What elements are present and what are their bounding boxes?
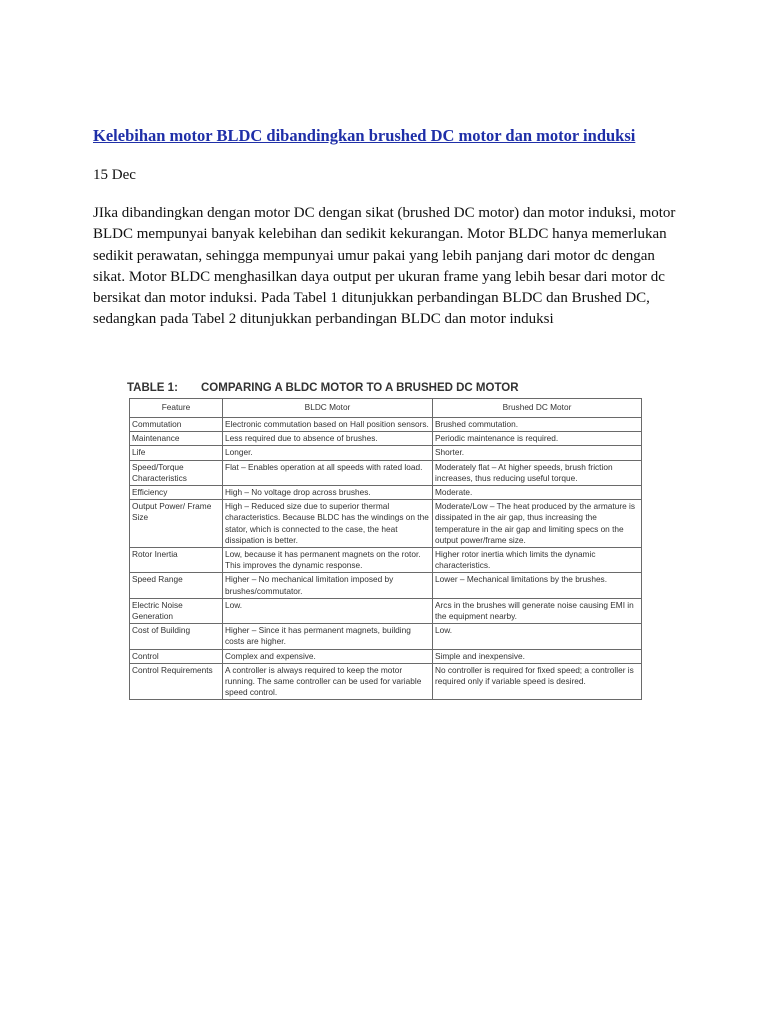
feature-cell: Speed Range: [130, 573, 223, 598]
header-bldc-motor: BLDC Motor: [223, 399, 433, 418]
feature-cell: Maintenance: [130, 432, 223, 446]
table-row: [130, 486, 642, 500]
bldc-cell: Flat – Enables operation at all speeds with rated load.: [223, 460, 433, 485]
header-feature: Feature: [130, 399, 223, 418]
brushed-cell: No controller is required for fixed speed; a controller is required only if variable speed is desired.: [433, 663, 642, 700]
table-row: [130, 624, 642, 649]
brushed-cell: Low.: [433, 624, 642, 649]
table-row: [130, 649, 642, 663]
bldc-cell: Low.: [223, 598, 433, 623]
bldc-cell: Higher – Since it has permanent magnets, building costs are higher.: [223, 624, 433, 649]
feature-cell: Control Requirements: [130, 663, 223, 700]
bldc-cell: Low, because it has permanent magnets on the rotor. This improves the dynamic response.: [223, 548, 433, 573]
feature-cell: Cost of Building: [130, 624, 223, 649]
table-row: [130, 418, 642, 432]
feature-cell: Commutation: [130, 418, 223, 432]
brushed-cell: Moderate/Low – The heat produced by the armature is dissipated in the air gap, thus increasing the temperature in the air gap and limiting specs on the output power/frame size.: [433, 500, 642, 548]
table-caption-number: TABLE 1:: [127, 382, 178, 394]
feature-cell: Electric Noise Generation: [130, 598, 223, 623]
brushed-cell: Arcs in the brushes will generate noise causing EMI in the equipment nearby.: [433, 598, 642, 623]
brushed-cell: Brushed commutation.: [433, 418, 642, 432]
bldc-cell: High – Reduced size due to superior thermal characteristics. Because BLDC has the windings on the stator, which is connected to the case, the heat dissipation is better.: [223, 500, 433, 548]
post-date: 15 Dec: [93, 167, 136, 183]
table-row: [130, 460, 642, 485]
brushed-cell: Shorter.: [433, 446, 642, 460]
table-body: [130, 418, 642, 700]
bldc-cell: Electronic commutation based on Hall position sensors.: [223, 418, 433, 432]
bldc-cell: High – No voltage drop across brushes.: [223, 486, 433, 500]
feature-cell: Efficiency: [130, 486, 223, 500]
bldc-cell: A controller is always required to keep the motor running. The same controller can be used for variable speed control.: [223, 663, 433, 700]
bldc-cell: Longer.: [223, 446, 433, 460]
table-row: [130, 446, 642, 460]
table-row: [130, 432, 642, 446]
table-header-row: [130, 399, 642, 418]
table-row: [130, 573, 642, 598]
feature-cell: Rotor Inertia: [130, 548, 223, 573]
brushed-cell: Periodic maintenance is required.: [433, 432, 642, 446]
feature-cell: Control: [130, 649, 223, 663]
feature-cell: Life: [130, 446, 223, 460]
feature-cell: Speed/Torque Characteristics: [130, 460, 223, 485]
table-row: [130, 598, 642, 623]
brushed-cell: Moderately flat – At higher speeds, brush friction increases, thus reducing useful torque.: [433, 460, 642, 485]
comparison-table: [129, 398, 642, 700]
article-body: JIka dibandingkan dengan motor DC dengan sikat (brushed DC motor) dan motor induksi, motor BLDC mempunyai banyak kelebihan dan sedikit kekurangan. Motor BLDC hanya memerlukan sedikit perawatan, sehingga mempunyai umur pakai yang lebih panjang dari motor dc dengan sikat. Motor BLDC menghasilkan daya output per ukuran frame yang lebih besar dari motor dc bersikat dan motor induksi. Pada Tabel 1 ditunjukkan perbandingan BLDC dan Brushed DC, sedangkan pada Tabel 2 ditunjukkan perbandingan BLDC dan motor induksi: [93, 205, 676, 328]
comparison-table-figure: [127, 380, 641, 700]
header-brushed-dc-motor: Brushed DC Motor: [433, 399, 642, 418]
table-row: [130, 500, 642, 548]
table-row: [130, 548, 642, 573]
bldc-cell: Higher – No mechanical limitation imposed by brushes/commutator.: [223, 573, 433, 598]
bldc-cell: Complex and expensive.: [223, 649, 433, 663]
feature-cell: Output Power/ Frame Size: [130, 500, 223, 548]
brushed-cell: Higher rotor inertia which limits the dynamic characteristics.: [433, 548, 642, 573]
bldc-cell: Less required due to absence of brushes.: [223, 432, 433, 446]
article-title[interactable]: Kelebihan motor BLDC dibandingkan brushed DC motor dan motor induksi: [93, 126, 636, 145]
table-row: [130, 663, 642, 700]
brushed-cell: Simple and inexpensive.: [433, 649, 642, 663]
brushed-cell: Moderate.: [433, 486, 642, 500]
table-caption: [127, 380, 641, 398]
table-caption-title: COMPARING A BLDC MOTOR TO A BRUSHED DC MOTOR: [201, 382, 519, 394]
brushed-cell: Lower – Mechanical limitations by the brushes.: [433, 573, 642, 598]
